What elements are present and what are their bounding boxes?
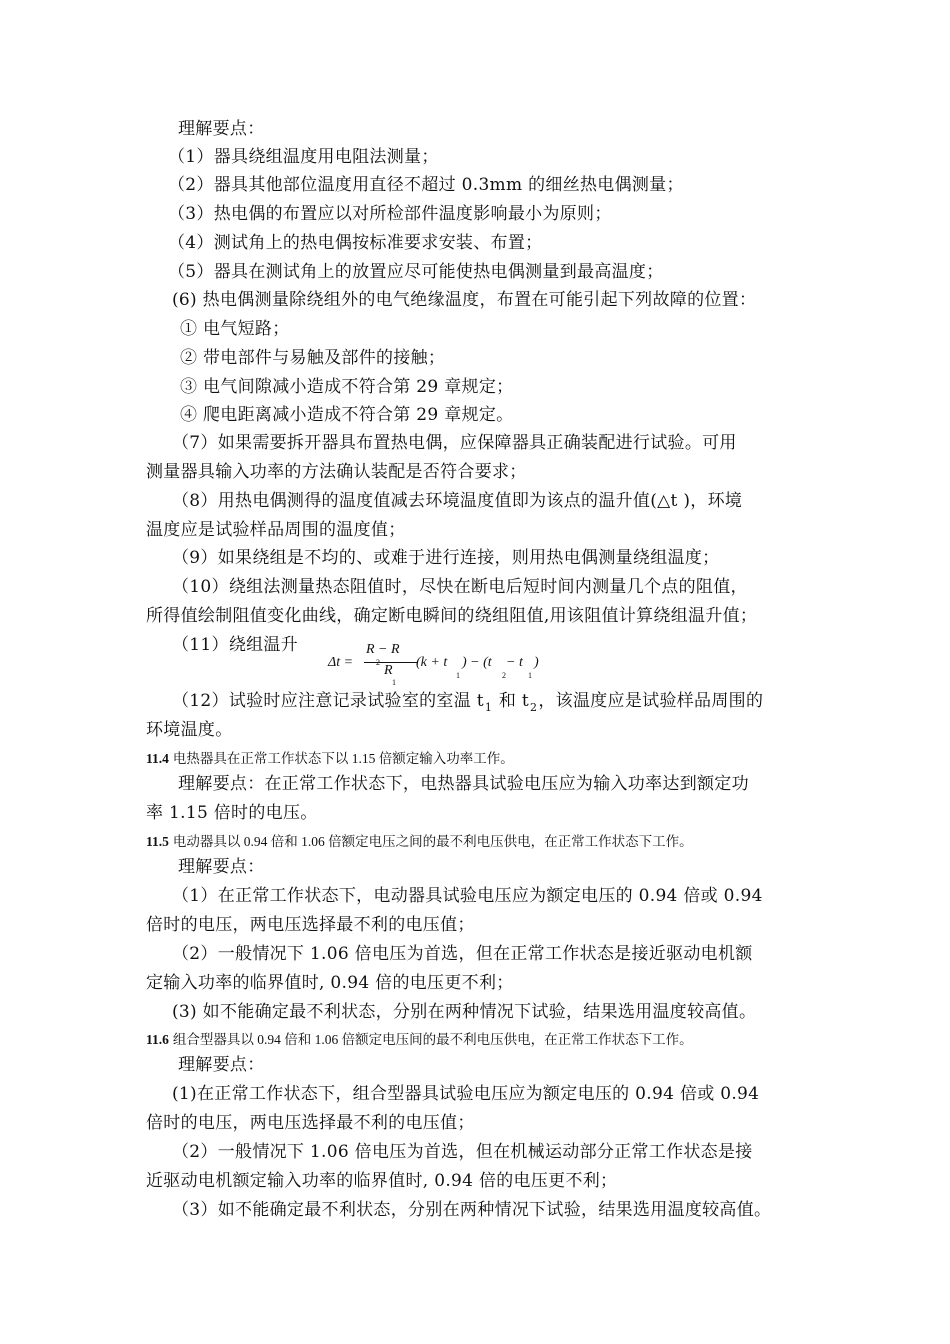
text-line: （8）用热电偶测得的温度值减去环境温度值即为该点的温升值(△t )，环境 — [172, 491, 743, 511]
section-number: 11.6 — [146, 1032, 169, 1047]
text-line: ④ 爬电距离减小造成不符合第 29 章规定。 — [180, 405, 514, 425]
formula-numerator-r2: R — [366, 642, 375, 657]
text-line: 理解要点： — [178, 1055, 265, 1075]
text-line: （2）器具其他部位温度用直径不超过 0.3mm 的细丝热电偶测量； — [168, 175, 684, 195]
formula-numerator-minus: − R — [378, 642, 400, 657]
formula-lhs: Δt = — [328, 655, 354, 670]
text-segment: ，该温度应是试验样品周围的 — [538, 691, 764, 711]
text-line: 倍时的电压，两电压选择最不利的电压值； — [146, 1113, 475, 1133]
text-line: (6) 热电偶测量除绕组外的电气绝缘温度，布置在可能引起下列故障的位置： — [172, 290, 757, 310]
text-line: 理解要点： — [178, 119, 265, 139]
text-segment: （12）试验时应注意记录试验室的室温 t — [172, 691, 484, 711]
section-heading — [146, 1031, 693, 1049]
section-number: 11.4 — [146, 751, 169, 766]
text-line: （9）如果绕组是不均的、或难于进行连接，则用热电偶测量绕组温度； — [172, 548, 720, 568]
formula-sub: 2 — [502, 671, 506, 680]
section-text: 电动器具以 0.94 倍和 1.06 倍额定电压之间的最不利电压供电，在正常工作状态下工作。 — [172, 834, 693, 849]
text-line: 温度应是试验样品周围的温度值； — [146, 520, 406, 540]
text-line: 测量器具输入功率的方法确认装配是否符合要求； — [146, 462, 527, 482]
text-line: (1)在正常工作状态下，组合型器具试验电压应为额定电压的 0.94 倍或 0.94 — [172, 1084, 760, 1104]
text-line: （1）器具绕组温度用电阻法测量； — [168, 147, 439, 167]
text-line: （3）如不能确定最不利状态，分别在两种情况下试验，结果选用温度较高值。 — [172, 1200, 772, 1220]
subscript: 1 — [484, 701, 493, 714]
formula-sub: 1 — [392, 678, 396, 687]
text-line: (3) 如不能确定最不利状态，分别在两种情况下试验，结果选用温度较高值。 — [172, 1002, 757, 1022]
text-line: （2）一般情况下 1.06 倍电压为首选，但在正常工作状态是接近驱动电机额 — [172, 944, 753, 964]
formula-term: (k + t — [416, 655, 448, 670]
formula-term: ) — [534, 655, 539, 670]
section-text: 组合型器具以 0.94 倍和 1.06 倍额定电压间的最不利电压供电，在正常工作状态下工作。 — [172, 1032, 693, 1047]
text-line: 所得值绘制阻值变化曲线，确定断电瞬间的绕组阻值,用该阻值计算绕组温升值； — [146, 606, 758, 626]
text-line: （2）一般情况下 1.06 倍电压为首选，但在机械运动部分正常工作状态是接 — [172, 1142, 753, 1162]
text-line: （11）绕组温升 — [172, 635, 299, 655]
formula-term: ) − (t — [462, 655, 492, 670]
text-line: 理解要点：在正常工作状态下，电热器具试验电压应为输入功率达到额定功 — [178, 774, 749, 794]
text-line: （10）绕组法测量热态阻值时，尽快在断电后短时间内测量几个点的阻值， — [172, 577, 748, 597]
text-line: 定输入功率的临界值时, 0.94 倍的电压更不利； — [146, 973, 514, 993]
section-number: 11.5 — [146, 834, 169, 849]
section-heading — [146, 750, 514, 768]
text-line: ② 带电部件与易触及部件的接触； — [180, 348, 446, 368]
formula-term: − t — [506, 655, 523, 670]
text-line: 环境温度。 — [146, 720, 233, 740]
section-heading — [146, 833, 693, 851]
text-line: （5）器具在测试角上的放置应尽可能使热电偶测量到最高温度； — [168, 262, 664, 282]
text-line: ① 电气短路； — [180, 319, 290, 339]
text-line: 近驱动电机额定输入功率的临界值时, 0.94 倍的电压更不利； — [146, 1171, 618, 1191]
text-line: 倍时的电压，两电压选择最不利的电压值； — [146, 915, 475, 935]
formula-sub: 1 — [456, 671, 460, 680]
text-line: ③ 电气间隙减小造成不符合第 29 章规定； — [180, 377, 514, 397]
text-segment: 和 t — [493, 691, 530, 711]
text-line: （7）如果需要拆开器具布置热电偶，应保障器具正确装配进行试验。可用 — [172, 433, 737, 453]
temperature-rise-formula — [328, 640, 558, 688]
text-line: （4）测试角上的热电偶按标准要求安装、布置； — [168, 233, 543, 253]
text-line: 理解要点： — [178, 857, 265, 877]
section-text: 电热器具在正常工作状态下以 1.15 倍额定输入功率工作。 — [172, 751, 514, 766]
text-line: 率 1.15 倍时的电压。 — [146, 803, 318, 823]
text-line: （3）热电偶的布置应以对所检部件温度影响最小为原则； — [168, 204, 612, 224]
text-line — [172, 690, 763, 719]
formula-sub: 1 — [528, 671, 532, 680]
formula-denominator: R — [384, 663, 393, 678]
subscript: 2 — [530, 701, 538, 714]
text-line: （1）在正常工作状态下，电动器具试验电压应为额定电压的 0.94 倍或 0.94 — [172, 886, 763, 906]
